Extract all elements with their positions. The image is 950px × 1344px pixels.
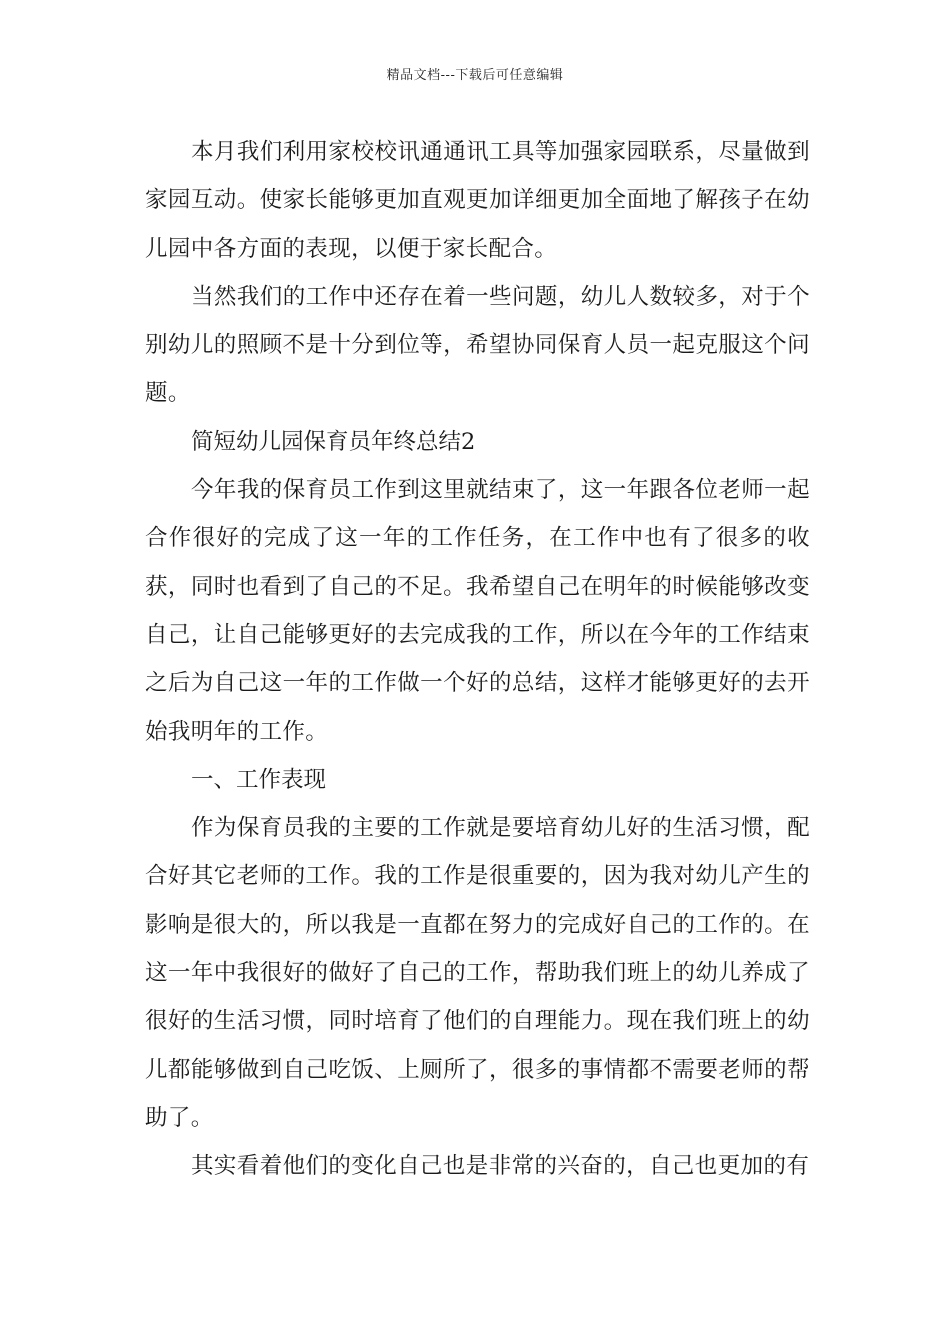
document-body — [145, 128, 810, 1191]
subsection-heading: 一、工作表现 — [191, 766, 327, 793]
paragraph-work-performance: 作为保育员我的主要的工作就是要培育幼儿好的生活习惯，配合好其它老师的工作。我的工作是很重要的，因为我对幼儿产生的影响是很大的，所以我是一直都在努力的完成好自己的工作的。在这一年中我很好的做好了自己的工作，帮助我们班上的幼儿养成了很好的生活习惯，同时培育了他们的自理能力。现在我们班上的幼儿都能够做到自己吃饭、上厕所了，很多的事情都不需要老师的帮助了。 — [145, 815, 810, 1131]
page-header: 精品文档---下载后可任意编辑 — [386, 68, 564, 83]
section-title: 简短幼儿园保育员年终总结2 — [191, 428, 476, 455]
paragraph-continuation: 其实看着他们的变化自己也是非常的兴奋的，自己也更加的有 — [191, 1153, 810, 1180]
paragraph-home-school-contact: 本月我们利用家校校讯通通讯工具等加强家园联系，尽量做到家园互动。使家长能够更加直观更加详细更加全面地了解孩子在幼儿园中各方面的表现，以便于家长配合。 — [145, 139, 810, 262]
paragraph-existing-problems: 当然我们的工作中还存在着一些问题，幼儿人数较多，对于个别幼儿的照顾不是十分到位等，希望协同保育人员一起克服这个问题。 — [145, 283, 810, 407]
paragraph-year-summary: 今年我的保育员工作到这里就结束了，这一年跟各位老师一起合作很好的完成了这一年的工作任务，在工作中也有了很多的收获，同时也看到了自己的不足。我希望自己在明年的时候能够改变自己，让自己能够更好的去完成我的工作，所以在今年的工作结束之后为自己这一年的工作做一个好的总结，这样才能够更好的去开始我明年的工作。 — [145, 477, 810, 745]
